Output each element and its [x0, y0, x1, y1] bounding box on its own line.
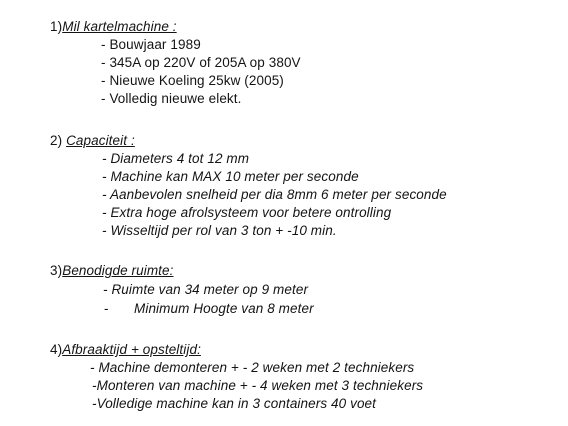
section-3-title: Benodigde ruimte: — [62, 263, 174, 278]
section-3-number: 3) — [50, 263, 63, 278]
section-3-dash: - — [104, 301, 109, 316]
section-2-item-2: - Machine kan MAX 10 meter per seconde — [102, 169, 359, 184]
section-2-heading — [50, 133, 135, 149]
section-4-item-1: - Machine demonteren + - 2 weken met 2 techniekers — [90, 360, 415, 375]
section-1-item-1: - Bouwjaar 1989 — [101, 37, 201, 52]
section-2-item-1: - Diameters 4 tot 12 mm — [102, 151, 250, 166]
section-4-item-3: -Volledige machine kan in 3 containers 40 voet — [92, 396, 377, 411]
section-3-item-1: - Ruimte van 34 meter op 9 meter — [103, 282, 309, 297]
section-2-title: Capaciteit : — [66, 133, 135, 148]
section-2-item-5: - Wisseltijd per rol van 3 ton + -10 min. — [102, 223, 337, 238]
section-1-item-2: - 345A op 220V of 205A op 380V — [101, 55, 301, 70]
section-3-heading — [50, 263, 174, 279]
section-3-item-2: Minimum Hoogte van 8 meter — [134, 301, 314, 316]
section-4-title: Afbraaktijd + opsteltijd: — [62, 342, 201, 357]
section-1-item-4: - Volledig nieuwe elekt. — [101, 91, 242, 106]
section-1-number: 1) — [50, 19, 63, 34]
section-4-heading — [50, 342, 201, 358]
section-1-title: Mil kartelmachine : — [62, 19, 177, 34]
section-1-item-3: - Nieuwe Koeling 25kw (2005) — [101, 73, 284, 88]
section-2-number: 2) — [50, 133, 67, 148]
section-4-item-2: -Monteren van machine + - 4 weken met 3 techniekers — [92, 378, 424, 393]
section-4-number: 4) — [50, 342, 63, 357]
section-2-item-3: - Aanbevolen snelheid per dia 8mm 6 meter per seconde — [102, 187, 447, 202]
section-2-item-4: - Extra hoge afrolsysteem voor betere ontrolling — [102, 205, 392, 220]
section-1-heading — [50, 19, 177, 35]
